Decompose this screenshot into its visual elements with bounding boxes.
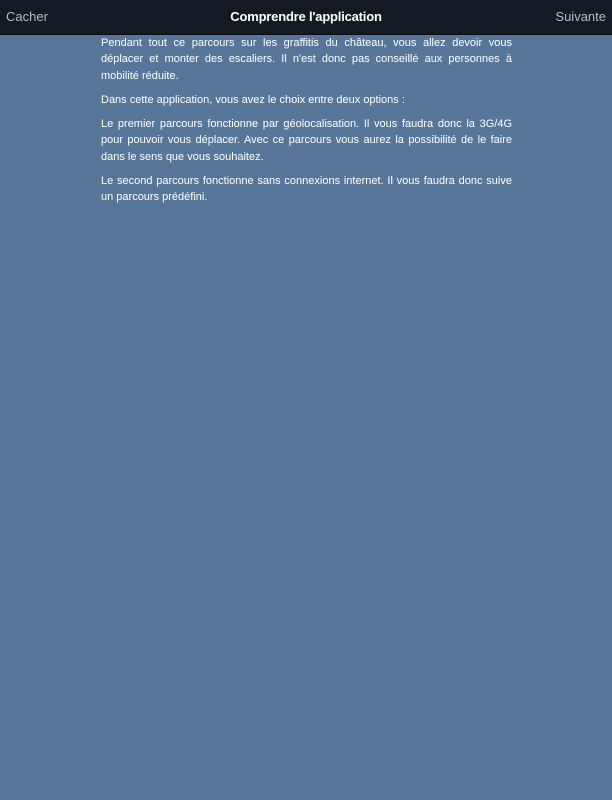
paragraph-options-intro: Dans cette application, vous avez le choix entre deux options : — [101, 93, 405, 106]
paragraph-mobility-warning: Pendant tout ce parcours sur les graffitis du château, vous allez devoir vous déplacer et monter des escaliers. Il n'est donc pas conseillé aux personnes à mobilité réduite. — [101, 37, 512, 82]
next-button[interactable]: Suivante — [555, 9, 606, 24]
paragraph-offline-route: Le second parcours fonctionne sans connexions internet. Il vous faudra donc suive un parcours prédéfini. — [101, 175, 512, 204]
content-area — [101, 35, 512, 214]
hide-button[interactable]: Cacher — [6, 9, 48, 24]
navigation-bar — [0, 0, 612, 35]
page-title: Comprendre l'application — [230, 9, 382, 24]
paragraph-geolocation-route: Le premier parcours fonctionne par géolocalisation. Il vous faudra donc la 3G/4G pour pouvoir vous déplacer. Avec ce parcours vous aurez la possibilité de le faire dans le sens que vous souhaitez. — [101, 118, 512, 163]
